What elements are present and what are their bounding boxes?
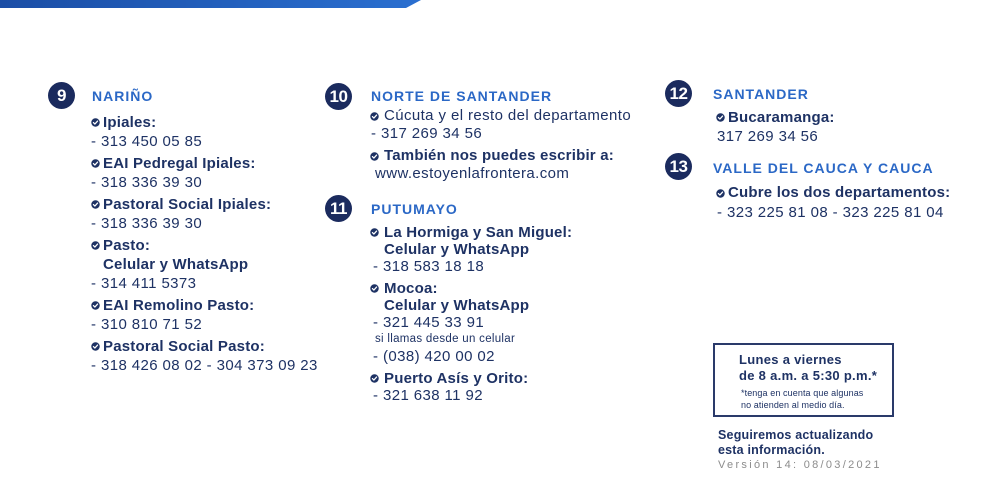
- entry-label: Bucaramanga:: [728, 108, 835, 126]
- region-number-badge: 13: [665, 153, 692, 180]
- entry-label: EAI Remolino Pasto:: [103, 296, 255, 314]
- entry-label: Mocoa:: [384, 279, 438, 297]
- phone-number: - 310 810 71 52: [91, 315, 203, 333]
- phone-number: 317 269 34 56: [717, 127, 819, 145]
- check-circle-icon: [91, 118, 100, 127]
- footer: [718, 428, 882, 473]
- entry-label: Cúcuta y el resto del departamento: [384, 107, 632, 124]
- phone-number: - 317 269 34 56: [371, 125, 483, 142]
- entry-label-row: [370, 107, 631, 125]
- schedule-hours: de 8 a.m. a 5:30 p.m.*: [739, 368, 878, 383]
- phone-number-alt: - (038) 420 00 02: [373, 347, 495, 365]
- check-circle-icon: [370, 374, 379, 383]
- schedule-days: Lunes a viernes: [739, 352, 842, 367]
- contact-entry: [370, 107, 631, 143]
- phone-number: - 321 445 33 91: [373, 313, 485, 331]
- entry-label: Pastoral Social Pasto:: [103, 337, 265, 355]
- entry-label: Pastoral Social Ipiales:: [103, 195, 272, 213]
- entry-label: Cubre los dos departamentos:: [728, 184, 951, 201]
- check-circle-icon: [91, 342, 100, 351]
- contact-entry: [91, 337, 318, 375]
- hours-box: [713, 343, 894, 417]
- update-notice: Seguiremos actualizando: [718, 427, 874, 442]
- check-circle-icon: [716, 113, 725, 122]
- entry-label-row: [716, 183, 950, 203]
- entry-label: Puerto Asís y Orito:: [384, 369, 529, 387]
- entry-channel: Celular y WhatsApp: [384, 296, 530, 314]
- phone-number: - 318 583 18 18: [373, 257, 485, 275]
- entry-label-row: [91, 236, 318, 255]
- schedule-footnote: no atienden al medio día.: [741, 400, 845, 410]
- phone-number: - 321 638 11 92: [373, 386, 483, 404]
- entry-label-row: [91, 154, 318, 173]
- contact-list-santander: [716, 108, 835, 146]
- entry-label-row: [716, 108, 835, 127]
- region-title: PUTUMAYO: [371, 200, 458, 217]
- entry-label: Ipiales:: [103, 113, 157, 131]
- contact-entry: [370, 147, 631, 183]
- contact-list-norte-de-santander: [370, 107, 631, 183]
- check-circle-icon: [370, 228, 379, 237]
- contact-entry: [91, 195, 318, 233]
- region-title: VALLE DEL CAUCA Y CAUCA: [713, 159, 934, 176]
- phone-number: - 318 426 08 02 - 304 373 09 23: [91, 356, 318, 374]
- entry-label: También nos puedes escribir a:: [384, 147, 614, 164]
- update-notice: esta información.: [718, 442, 825, 457]
- entry-channel: Celular y WhatsApp: [384, 240, 530, 258]
- contact-list-narino: [91, 113, 318, 375]
- phone-number: - 313 450 05 85: [91, 132, 203, 150]
- contact-entry: [370, 224, 572, 275]
- phone-note: si llamas desde un celular: [375, 332, 516, 345]
- version-label: Versión 14: 08/03/2021: [718, 458, 882, 471]
- entry-label-row: [91, 195, 318, 214]
- region-title: NARIÑO: [92, 87, 154, 104]
- contact-entry: [91, 236, 318, 293]
- entry-label: EAI Pedregal Ipiales:: [103, 154, 256, 172]
- region-title: NORTE DE SANTANDER: [371, 87, 553, 104]
- contact-list-putumayo: [370, 224, 572, 404]
- contact-entry: [91, 296, 318, 334]
- contact-entry: [370, 370, 572, 404]
- contact-entry: [91, 154, 318, 192]
- check-circle-icon: [91, 159, 100, 168]
- check-circle-icon: [716, 189, 725, 198]
- schedule-footnote: *tenga en cuenta que algunas: [741, 388, 864, 398]
- check-circle-icon: [370, 152, 379, 161]
- region-number-badge: 9: [48, 82, 75, 109]
- phone-number: - 318 336 39 30: [91, 214, 203, 232]
- check-circle-icon: [91, 241, 100, 250]
- entry-label: La Hormiga y San Miguel:: [384, 223, 573, 241]
- entry-label-row: [370, 224, 572, 241]
- contact-list-valle-del-cauca: [716, 183, 950, 223]
- region-number-badge: 12: [665, 80, 692, 107]
- contact-entry: [91, 113, 318, 151]
- check-circle-icon: [91, 200, 100, 209]
- phone-number: - 318 336 39 30: [91, 173, 203, 191]
- check-circle-icon: [370, 284, 379, 293]
- entry-label: Pasto:: [103, 236, 151, 254]
- region-title: SANTANDER: [713, 85, 809, 102]
- entry-label-row: [370, 370, 572, 387]
- entry-label-row: [370, 147, 631, 165]
- entry-label-row: [91, 337, 318, 356]
- contact-entry: [370, 280, 572, 365]
- check-circle-icon: [91, 301, 100, 310]
- website-address: www.estoyenlafrontera.com: [375, 165, 570, 182]
- entry-label-row: [91, 113, 318, 132]
- entry-label-row: [370, 280, 572, 297]
- contact-entry: [716, 183, 950, 223]
- entry-label-row: [91, 296, 318, 315]
- check-circle-icon: [370, 112, 379, 121]
- entry-channel: Celular y WhatsApp: [103, 255, 249, 273]
- phone-number: - 314 411 5373: [91, 274, 197, 292]
- phone-number: - 323 225 81 08 - 323 225 81 04: [717, 204, 944, 221]
- contact-entry: [716, 108, 835, 146]
- top-decor-bar: [0, 0, 425, 9]
- region-number-badge: 10: [325, 83, 352, 110]
- region-number-badge: 11: [325, 195, 352, 222]
